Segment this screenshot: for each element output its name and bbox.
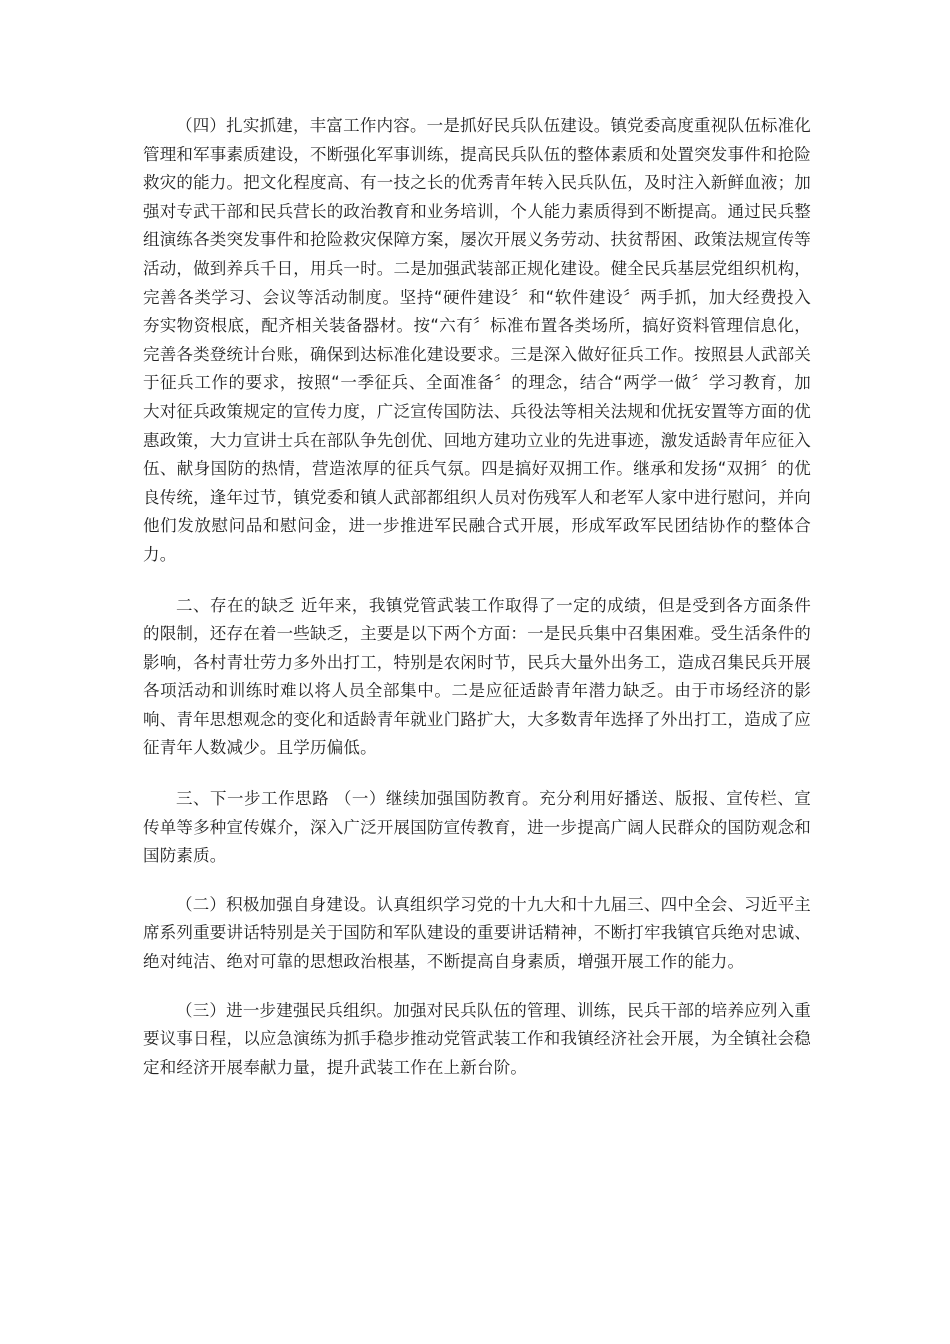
document-body xyxy=(143,112,811,1082)
paragraph-militia-organization: （三）进一步建强民兵组织。加强对民兵队伍的管理、训练，民兵干部的培养应列入重要议事日程，以应急演练为抓手稳步推动党管武装工作和我镇经济社会开展，为全镇社会稳定和经济开展奉献力量，提升武装工作在上新台阶。 xyxy=(143,1000,811,1077)
paragraph-self-building: （二）积极加强自身建设。认真组织学习党的十九大和十九届三、四中全会、习近平主席系列重要讲话特别是关于国防和军队建设的重要讲话精神，不断打牢我镇官兵绝对忠诚、绝对纯洁、绝对可靠的思想政治根基，不断提高自身素质，增强开展工作的能力。 xyxy=(143,894,811,972)
paragraph-next-steps: 三、下一步工作思路 （一）继续加强国防教育。充分利用好播送、版报、宣传栏、宣传单等多种宣传媒介，深入广泛开展国防宣传教育，进一步提高广阔人民群众的国防观念和国防素质。 xyxy=(143,789,811,866)
paragraph-militia-building: （四）扎实抓建，丰富工作内容。一是抓好民兵队伍建设。镇党委高度重视队伍标准化管理和军事素质建设，不断强化军事训练，提高民兵队伍的整体素质和处置突发事件和抢险救灾的能力。把文化程度高、有一技之长的优秀青年转入民兵队伍，及时注入新鲜血液；加强对专武干部和民兵营长的政治教育和业务培训，个人能力素质得到不断提高。通过民兵整组演练各类突发事件和抢险救灾保障方案，屡次开展义务劳动、扶贫帮困、政策法规宣传等活动，做到养兵千日，用兵一时。二是加强武装部正规化建设。健全民兵基层党组织机构，完善各类学习、会议等活动制度。坚持“硬件建设〞和“软件建设〞两手抓，加大经费投入夯实物资根底，配齐相关装备器材。按“六有〞标准布置各类场所，搞好资料管理信息化，完善各类登统计台账，确保到达标准化建设要求。三是深入做好征兵工作。按照县人武部关于征兵工作的要求，按照“一季征兵、全面准备〞的理念，结合“两学一做〞学习教育，加大对征兵政策规定的宣传力度，广泛宣传国防法、兵役法等相关法规和优抚安置等方面的优惠政策，大力宣讲士兵在部队争先创优、回地方建功立业的先进事迹，激发适龄青年应征入伍、献身国防的热情，营造浓厚的征兵气氛。四是搞好双拥工作。继承和发扬“双拥〞的优良传统，逢年过节，镇党委和镇人武部都组织人员对伤残军人和老军人家中进行慰问，并向他们发放慰问品和慰问金，进一步推进军民融合式开展，形成军政军民团结协作的整体合力。 xyxy=(143,116,811,564)
paragraph-shortcomings: 二、存在的缺乏 近年来，我镇党管武装工作取得了一定的成绩，但是受到各方面条件的限制，还存在着一些缺乏，主要是以下两个方面：一是民兵集中召集困难。受生活条件的影响，各村青壮劳力多外出打工，特别是农闲时节，民兵大量外出务工，造成召集民兵开展各项活动和训练时难以将人员全部集中。二是应征适龄青年潜力缺乏。由于市场经济的影响、青年思想观念的变化和适龄青年就业门路扩大，大多数青年选择了外出打工，造成了应征青年人数减少。且学历偏低。 xyxy=(143,595,811,758)
